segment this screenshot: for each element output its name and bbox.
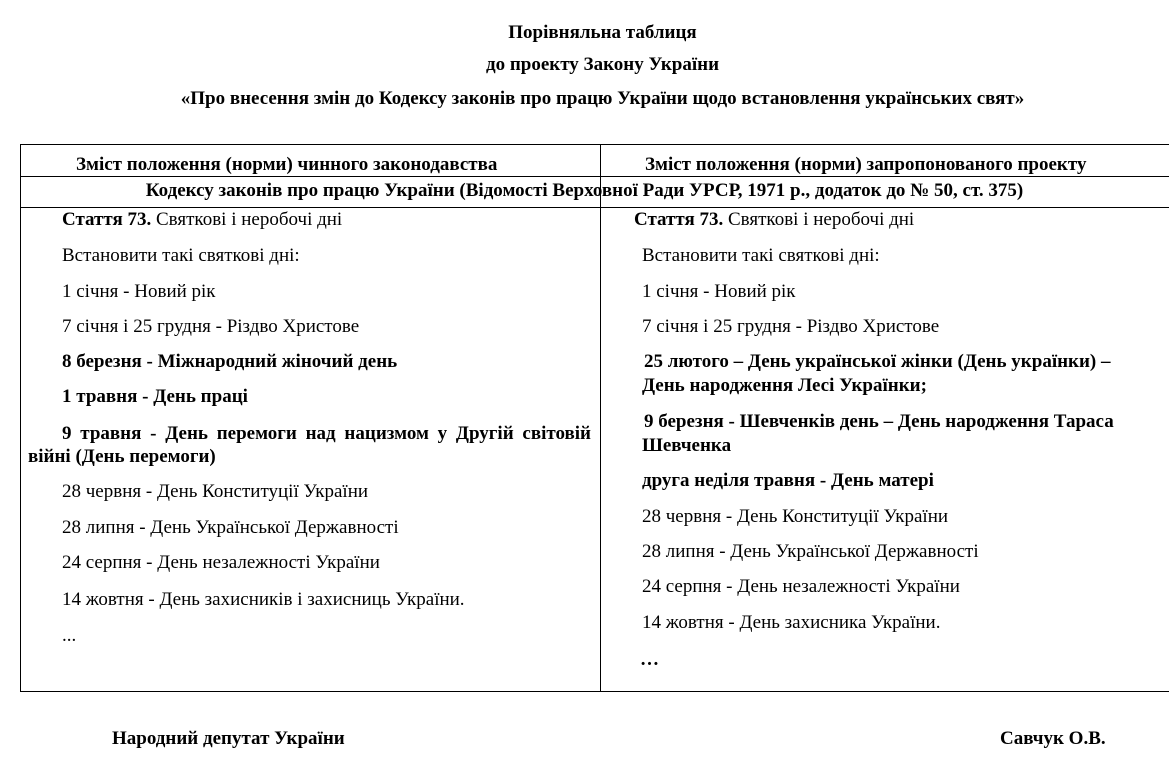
right-item-feb-25-line2: День народження Лесі Українки; — [642, 375, 927, 396]
left-item-statehood: 28 липня - День Української Державності — [62, 517, 399, 538]
doc-subtitle: до проекту Закону України — [485, 54, 720, 75]
right-article-heading — [634, 208, 914, 231]
right-item-independence: 24 серпня - День незалежності України — [642, 576, 960, 597]
column-header-proposed: Зміст положення (норми) запропонованого проекту — [645, 154, 1087, 175]
signatory-name: Савчук О.В. — [1000, 728, 1106, 749]
right-ellipsis: … — [640, 649, 659, 670]
article-title: Святкові і неробочі дні — [151, 209, 343, 230]
left-item-new-year: 1 січня - Новий рік — [62, 281, 216, 302]
left-ellipsis: ... — [62, 625, 77, 646]
left-intro: Встановити такі святкові дні: — [62, 245, 300, 266]
left-item-christmas: 7 січня і 25 грудня - Різдво Христове — [62, 316, 360, 337]
article-number: Стаття 73. — [62, 209, 152, 230]
column-header-current: Зміст положення (норми) чинного законодавства — [76, 154, 498, 175]
right-intro: Встановити такі святкові дні: — [642, 245, 880, 266]
left-item-independence: 24 серпня - День незалежності України — [62, 552, 380, 573]
article-title: Святкові і неробочі дні — [723, 209, 915, 230]
right-item-christmas: 7 січня і 25 грудня - Різдво Христове — [642, 316, 940, 337]
right-item-statehood: 28 липня - День Української Державності — [642, 541, 979, 562]
right-item-mothers-day: друга неділя травня - День матері — [642, 470, 934, 491]
left-item-may-9: 9 травня - День перемоги над нацизмом у Другій світовій війні (День перемоги) — [28, 423, 591, 467]
right-item-defender: 14 жовтня - День захисника України. — [642, 612, 941, 633]
right-item-mar-9-line2: Шевченка — [642, 435, 732, 456]
left-item-defenders: 14 жовтня - День захисників і захисниць України. — [62, 589, 465, 610]
left-article-heading — [62, 208, 342, 231]
left-item-may-1: 1 травня - День праці — [62, 386, 248, 407]
right-item-new-year: 1 січня - Новий рік — [642, 281, 796, 302]
row-divider — [20, 176, 1169, 177]
right-item-constitution: 28 червня - День Конституції України — [642, 506, 949, 527]
law-title: «Про внесення змін до Кодексу законів про працю України щодо встановлення українських свят» — [180, 88, 1025, 109]
right-item-feb-25-line1: 25 лютого – День української жінки (День українки) – — [644, 351, 1111, 372]
signatory-position: Народний депутат України — [112, 728, 345, 749]
left-item-march-8: 8 березня - Міжнародний жіночий день — [62, 351, 398, 372]
article-number: Стаття 73. — [634, 209, 724, 230]
right-item-mar-9-line1: 9 березня - Шевченків день – День народження Тараса — [644, 411, 1114, 432]
left-item-constitution: 28 червня - День Конституції України — [62, 481, 369, 502]
doc-title: Порівняльна таблиця — [508, 22, 697, 43]
column-divider — [600, 144, 601, 692]
code-title-row: Кодексу законів про працю України (Відомості Верховної Ради УРСР, 1971 р., додаток до № 50, ст. 375) — [145, 180, 1024, 201]
